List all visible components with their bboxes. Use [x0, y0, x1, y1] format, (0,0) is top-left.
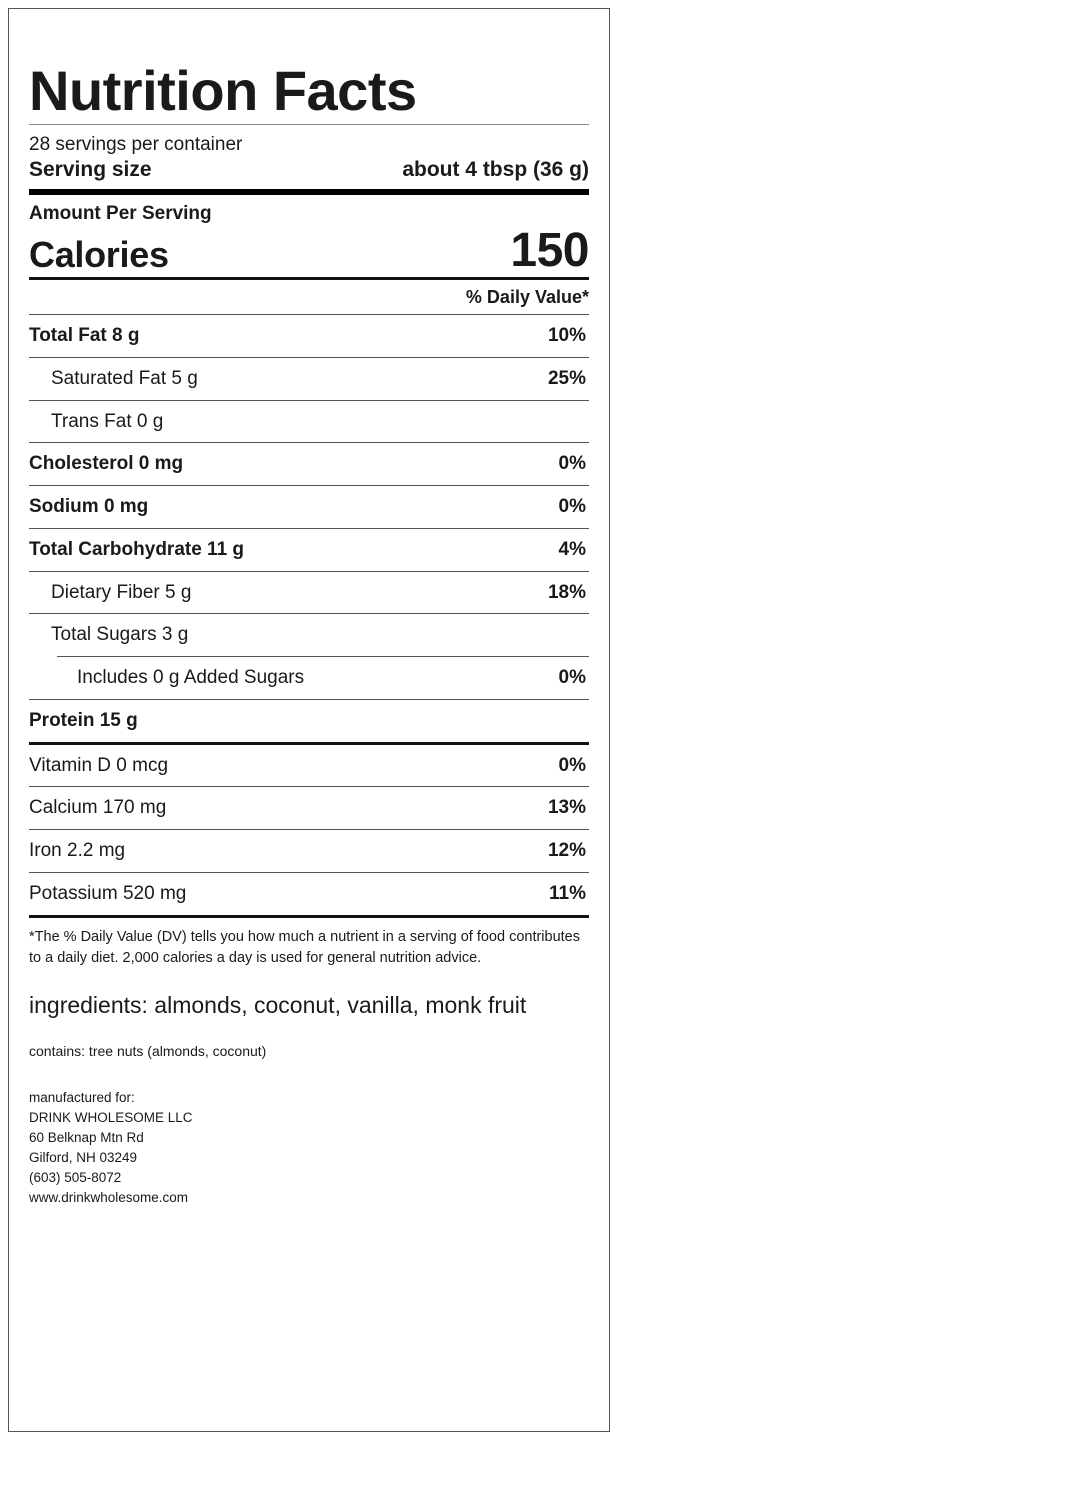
- nutrient-dv: 4%: [558, 538, 586, 560]
- calories-row: [29, 224, 589, 277]
- serving-size-row: [29, 158, 589, 189]
- page-title: Nutrition Facts: [29, 59, 417, 122]
- nutrient-dv: 10%: [547, 325, 586, 346]
- table-row: [29, 401, 589, 443]
- daily-value-footnote: *The % Daily Value (DV) tells you how much a nutrient in a serving of food contributes to a daily diet. 2,000 calories a day is used for general nutrition advice.: [29, 928, 580, 966]
- table-row: [29, 657, 589, 699]
- table-row: [29, 358, 589, 400]
- nutrient-dv: 0%: [558, 496, 586, 517]
- nutrient-dv: 0%: [558, 453, 586, 475]
- nutrient-label: Dietary Fiber 5 g: [51, 581, 192, 603]
- manufacturer-phone: (603) 505-8072: [29, 1169, 122, 1185]
- manufacturer-block: [29, 1062, 589, 1208]
- serving-size-value: about 4 tbsp (36 g): [402, 158, 589, 181]
- manufacturer-name: DRINK WHOLESOME LLC: [29, 1109, 193, 1125]
- table-row: [29, 873, 589, 915]
- nutrient-label: Includes 0 g Added Sugars: [77, 667, 305, 688]
- serving-size-label: Serving size: [29, 158, 152, 181]
- manufacturer-street: 60 Belknap Mtn Rd: [29, 1129, 144, 1145]
- daily-value-header: % Daily Value*: [465, 287, 589, 307]
- table-row: [29, 614, 589, 656]
- amount-per-serving-label: Amount Per Serving: [29, 203, 212, 224]
- nutrient-dv: 18%: [547, 581, 586, 603]
- table-row: [29, 830, 589, 872]
- calories-label: Calories: [29, 234, 169, 276]
- nutrient-label: Trans Fat 0 g: [51, 410, 164, 432]
- nutrient-dv: 11%: [549, 882, 586, 904]
- ingredients-text: ingredients: almonds, coconut, vanilla, monk fruit: [29, 991, 527, 1018]
- nutrient-label: Cholesterol 0 mg: [29, 453, 184, 475]
- table-row: [29, 315, 589, 357]
- nutrition-facts-content: [29, 61, 589, 1208]
- table-row: [29, 443, 589, 485]
- allergen-statement: contains: tree nuts (almonds, coconut): [29, 1043, 267, 1060]
- nutrient-label: Sodium 0 mg: [29, 496, 149, 517]
- servings-per-container: 28 servings per container: [29, 134, 243, 156]
- manufacturer-line-1: manufactured for:: [29, 1090, 135, 1106]
- nutrient-label: Calcium 170 mg: [29, 797, 167, 819]
- table-row: [29, 745, 589, 787]
- nutrient-label: Total Carbohydrate 11 g: [29, 538, 245, 560]
- table-row: [29, 572, 589, 614]
- table-row: [29, 529, 589, 571]
- nutrition-facts-panel: [8, 8, 610, 1432]
- table-row: [29, 700, 589, 742]
- nutrient-dv: 0%: [558, 754, 586, 776]
- manufacturer-city-state-zip: Gilford, NH 03249: [29, 1149, 138, 1165]
- nutrient-label: Total Fat 8 g: [29, 325, 140, 346]
- nutrient-label: Protein 15 g: [29, 709, 138, 731]
- nutrient-label: Saturated Fat 5 g: [51, 367, 198, 389]
- nutrient-label: Vitamin D 0 mcg: [29, 754, 169, 776]
- manufacturer-website: www.drinkwholesome.com: [29, 1189, 189, 1205]
- nutrient-dv: 12%: [547, 840, 586, 861]
- nutrient-dv: 0%: [558, 667, 586, 688]
- nutrient-dv: 13%: [547, 797, 586, 819]
- nutrient-dv: 25%: [547, 367, 586, 389]
- calories-value: 150: [510, 224, 589, 277]
- table-row: [29, 787, 589, 829]
- nutrient-label: Total Sugars 3 g: [51, 624, 189, 646]
- table-row: [29, 486, 589, 528]
- nutrient-label: Potassium 520 mg: [29, 882, 187, 904]
- nutrient-label: Iron 2.2 mg: [29, 840, 126, 861]
